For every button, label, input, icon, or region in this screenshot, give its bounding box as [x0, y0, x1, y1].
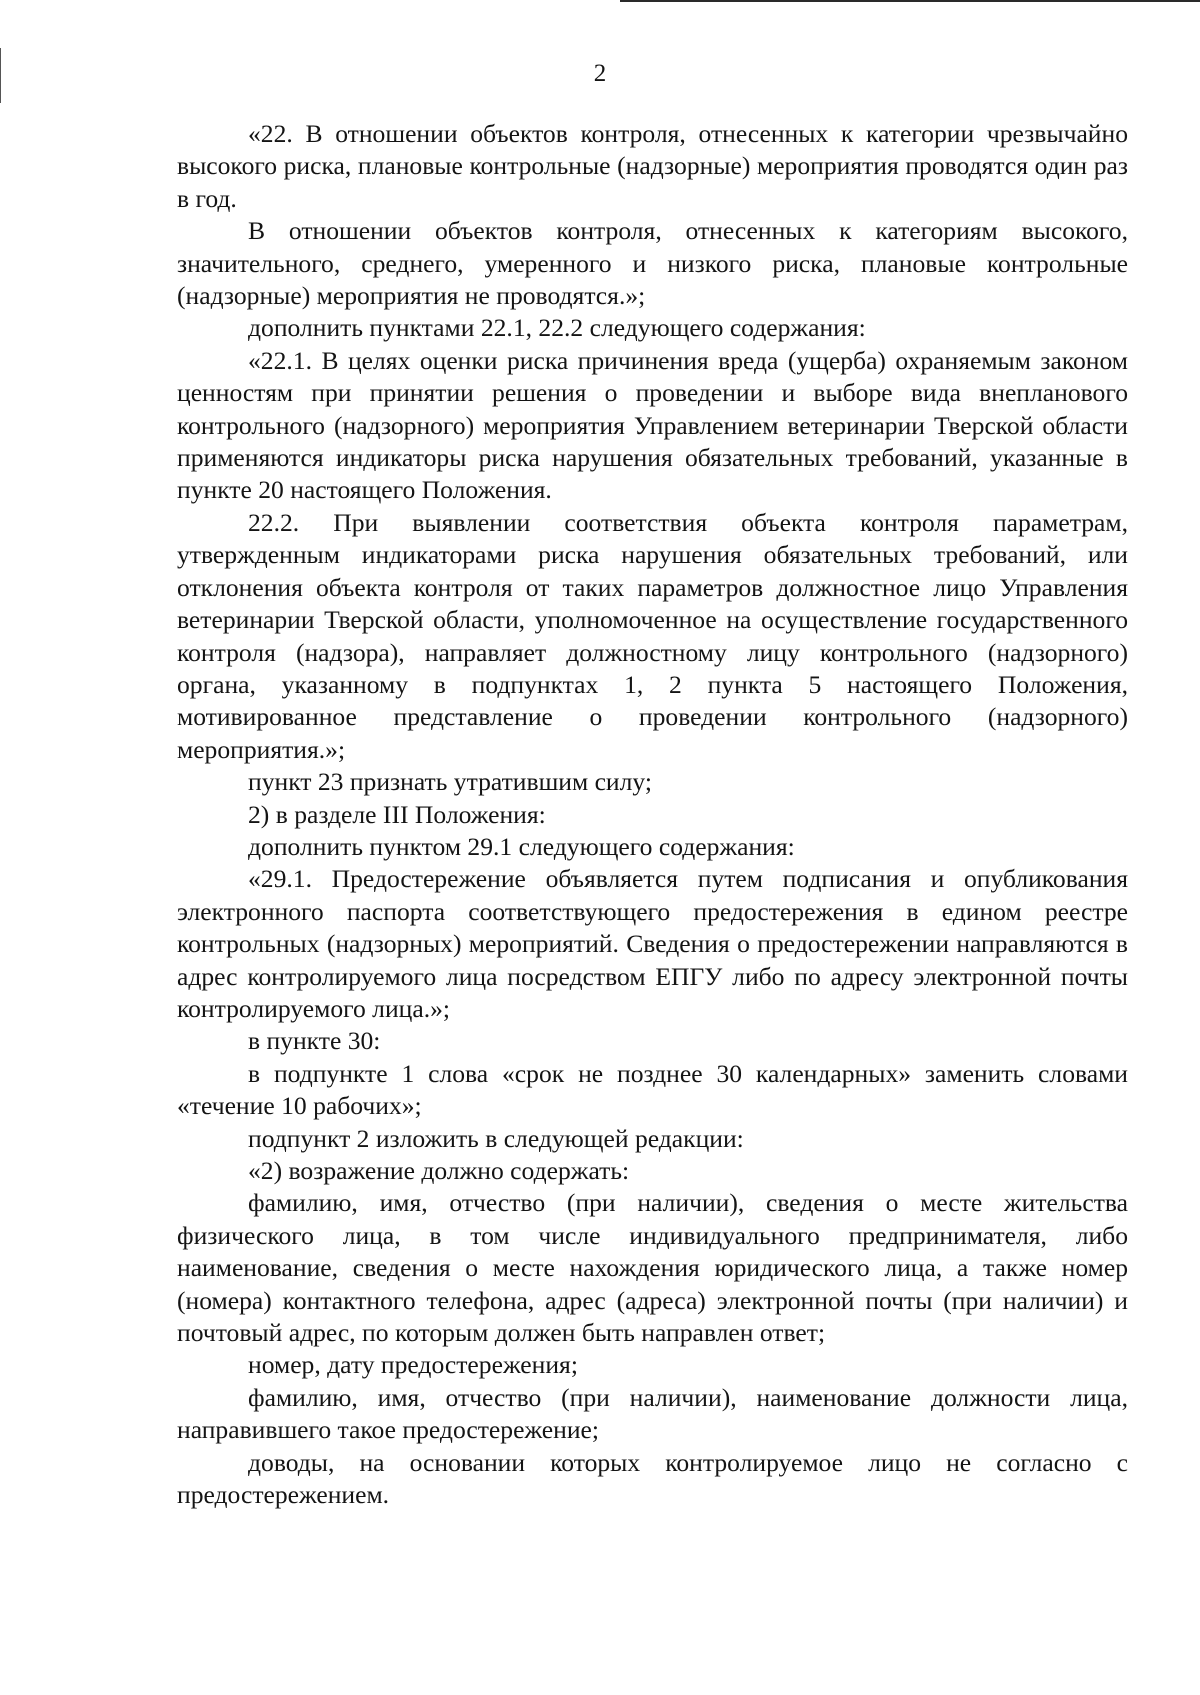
document-body	[177, 118, 1128, 1511]
paragraph-objection-content: «2) возражение должно содержать:	[248, 1156, 630, 1185]
page-number: 2	[593, 60, 607, 87]
paragraph-point-30: в пункте 30:	[248, 1026, 381, 1056]
paragraph-22-2: 22.2. При выявлении соответствия объекта контроля параметрам, утвержденным индикаторами риска нарушения обязательных требований, или отклонения объекта контроля от таких параметров должностное лицо Управления ветеринарии Тверской области, уполномоченное на осуществление государственного контроля (надзора), направляет должностному лицу контрольного (надзорного) органа, указанному в подпунктах 1, 2 пункта 5 настоящего Положения, мотивированное представление о проведении контрольного (надзорного) мероприятия.»;	[177, 507, 1128, 764]
paragraph-29-1: «29.1. Предостережение объявляется путем подписания и опубликования электронного паспорта соответствующего предостережения в едином реестре контрольных (надзорных) мероприятий. Сведения о предостережении направляются в адрес контролируемого лица посредством ЕПГУ либо по адресу электронной почты контролируемого лица.»;	[177, 864, 1128, 1023]
scan-edge-top	[620, 0, 1200, 2]
paragraph-22-1: «22.1. В целях оценки риска причинения вреда (ущерба) охраняемым законом ценностям при принятии решения о проведении и выборе вида внепланового контрольного (надзорного) мероприятия Управлением ветеринарии Тверской области применяются индикаторы риска нарушения обязательных требований, указанные в пункте 20 настоящего Положения.	[177, 345, 1128, 505]
paragraph-23-repeal: пункт 23 признать утратившим силу;	[248, 767, 652, 797]
paragraph-add-22-1-22-2: дополнить пунктами 22.1, 22.2 следующего содержания:	[248, 313, 866, 343]
paragraph-objection-arguments: доводы, на основании которых контролируемое лицо не согласно с предостережением.	[177, 1447, 1128, 1510]
paragraph-objection-person: фамилию, имя, отчество (при наличии), сведения о месте жительства физического лица, в том числе индивидуального предпринимателя, либо наименование, сведения о месте нахождения юридического лица, а также номер (номера) контактного телефона, адрес (адреса) электронной почты (при наличии) и почтовый адрес, по которым должен быть направлен ответ;	[177, 1188, 1128, 1348]
paragraph-22: «22. В отношении объектов контроля, отнесенных к категории чрезвычайно высокого риска, плановые контрольные (надзорные) мероприятия проводятся один раз в год.	[177, 119, 1128, 213]
paragraph-add-29-1: дополнить пунктом 29.1 следующего содержания:	[248, 831, 795, 861]
paragraph-objection-official: фамилию, имя, отчество (при наличии), наименование должности лица, направившего такое предостережение;	[177, 1382, 1128, 1445]
paragraph-subpoint-1: в подпункте 1 слова «срок не позднее 30 календарных» заменить словами «течение 10 рабочих»;	[177, 1058, 1128, 1121]
paragraph-section-3: 2) в разделе III Положения:	[248, 799, 546, 829]
paragraph-objection-number: номер, дату предостережения;	[248, 1350, 578, 1380]
paragraph-22-second: В отношении объектов контроля, отнесенных к категориям высокого, значительного, среднего, умеренного и низкого риска, плановые контрольные (надзорные) мероприятия не проводятся.»;	[177, 216, 1128, 311]
paragraph-subpoint-2: подпункт 2 изложить в следующей редакции:	[248, 1123, 744, 1153]
